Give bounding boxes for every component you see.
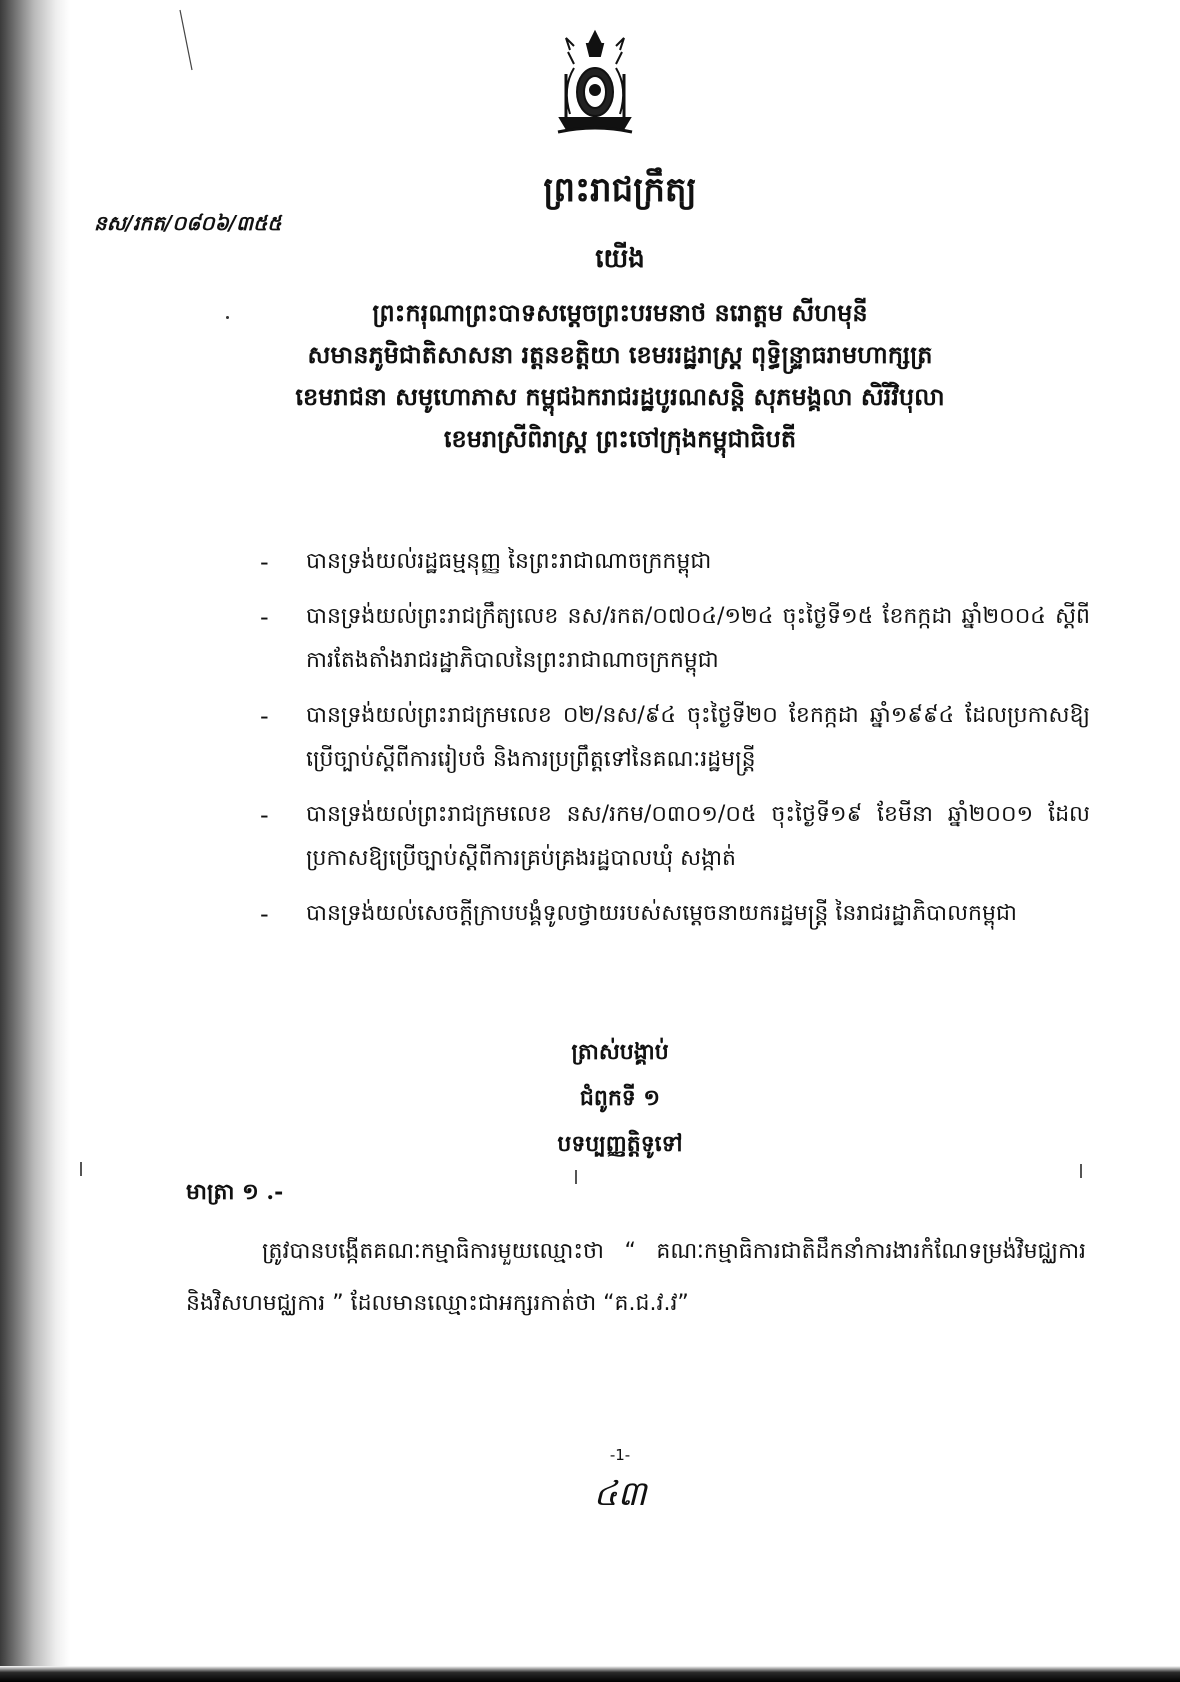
handwritten-page-mark: ៤៣ [593,1474,647,1514]
article-1-text: ត្រូវបានបង្កើតគណៈកម្មាធិការមួយឈ្មោះថា “ គណៈកម្មាធិការជាតិដឹកនាំការងារកំណែទម្រង់វិមជ្ឈការ និងវិសហមជ្ឈការ ” ដែលមានឈ្មោះជាអក្សរកាត់ថា “គ.ជ.វ.វ” [186,1239,1086,1316]
preamble-list [260,540,1090,947]
scan-shadow-edge [0,0,70,1682]
king-title-line-2: សមានភូមិជាតិសាសនា រត្តនខត្តិយា ខេមររដ្ឋរាស្ត្រ ពុទ្ធិន្ទ្រាធរាមហាក្សត្រ [307,340,933,369]
chapter-title: បទប្បញ្ញត្តិទូទៅ [557,1131,683,1157]
scan-bottom-edge [0,1666,1180,1682]
king-title-line-1: ព្រះករុណាព្រះបាទសម្តេចព្រះបរមនាថ នរោត្តម សីហមុនី [372,298,868,327]
scan-mark [575,1170,577,1184]
preamble-item-royal-kram-1994: - បានទ្រង់យល់ព្រះរាជក្រមលេខ ០២/នស/៩៤ ចុះថ្ងៃទី២០ ខែកក្កដា ឆ្នាំ១៩៩៤ ដែលប្រកាសឱ្យប្រើច្បាប់ស្តីពីការរៀបចំ និងការប្រព្រឹត្តទៅនៃគណៈរដ្ឋមន្ត្រី [260,694,1090,782]
king-title-line-4: ខេមរាស្រីពិរាស្ត្រ ព្រះចៅក្រុងកម្ពុជាធិបតី [443,424,797,453]
document-title: ព្រះរាជក្រឹត្យ [543,170,697,210]
preamble-item-royal-decree: - បានទ្រង់យល់ព្រះរាជក្រឹត្យលេខ នស/រកត/០៧០៤/១២៤ ចុះថ្ងៃទី១៥ ខែកក្កដា ឆ្នាំ២០០៤ ស្តីពីការតែងតាំងរាជរដ្ឋាភិបាលនៃព្រះរាជាណាចក្រកម្ពុជា [260,595,1090,683]
reference-number: នស/រកត/០៨០៦/៣៥៥ [94,211,282,235]
we-heading: យើង [595,244,645,274]
scan-mark [80,1162,82,1176]
scan-stroke-mark [178,8,194,72]
chapter-heading: ជំពូកទី ១ [579,1085,661,1111]
article-1-heading: មាត្រា ១ .- [186,1179,284,1205]
page-number: -1- [609,1446,631,1464]
preamble-item-royal-kram-2001: - បានទ្រង់យល់ព្រះរាជក្រមលេខ នស/រកម/០៣០១/០៥ ចុះថ្ងៃទី១៩ ខែមីនា ឆ្នាំ២០០១ ដែលប្រកាសឱ្យប្រើច្បាប់ស្តីពីការគ្រប់គ្រងរដ្ឋបាលឃុំ សង្កាត់ [260,793,1090,881]
preamble-item-prime-minister-request: - បានទ្រង់យល់សេចក្តីក្រាបបង្គំទូលថ្វាយរបស់សម្តេចនាយករដ្ឋមន្ត្រី នៃរាជរដ្ឋាភិបាលកម្ពុជា [260,892,1090,936]
preamble-item-constitution: - បានទ្រង់យល់រដ្ឋធម្មនុញ្ញ នៃព្រះរាជាណាចក្រកម្ពុជា [260,540,1090,584]
king-title-block [150,292,1090,460]
royal-coat-of-arms-icon [540,28,650,138]
king-title-line-3: ខេមរាជនា សមូហោភាស កម្ពុជឯករាជរដ្ឋបូរណសន្តិ សុភមង្គលា សិរីវិបុលា [295,382,945,411]
scan-mark [1080,1164,1082,1178]
decrees-heading: ត្រាស់បង្គាប់ [571,1039,669,1065]
